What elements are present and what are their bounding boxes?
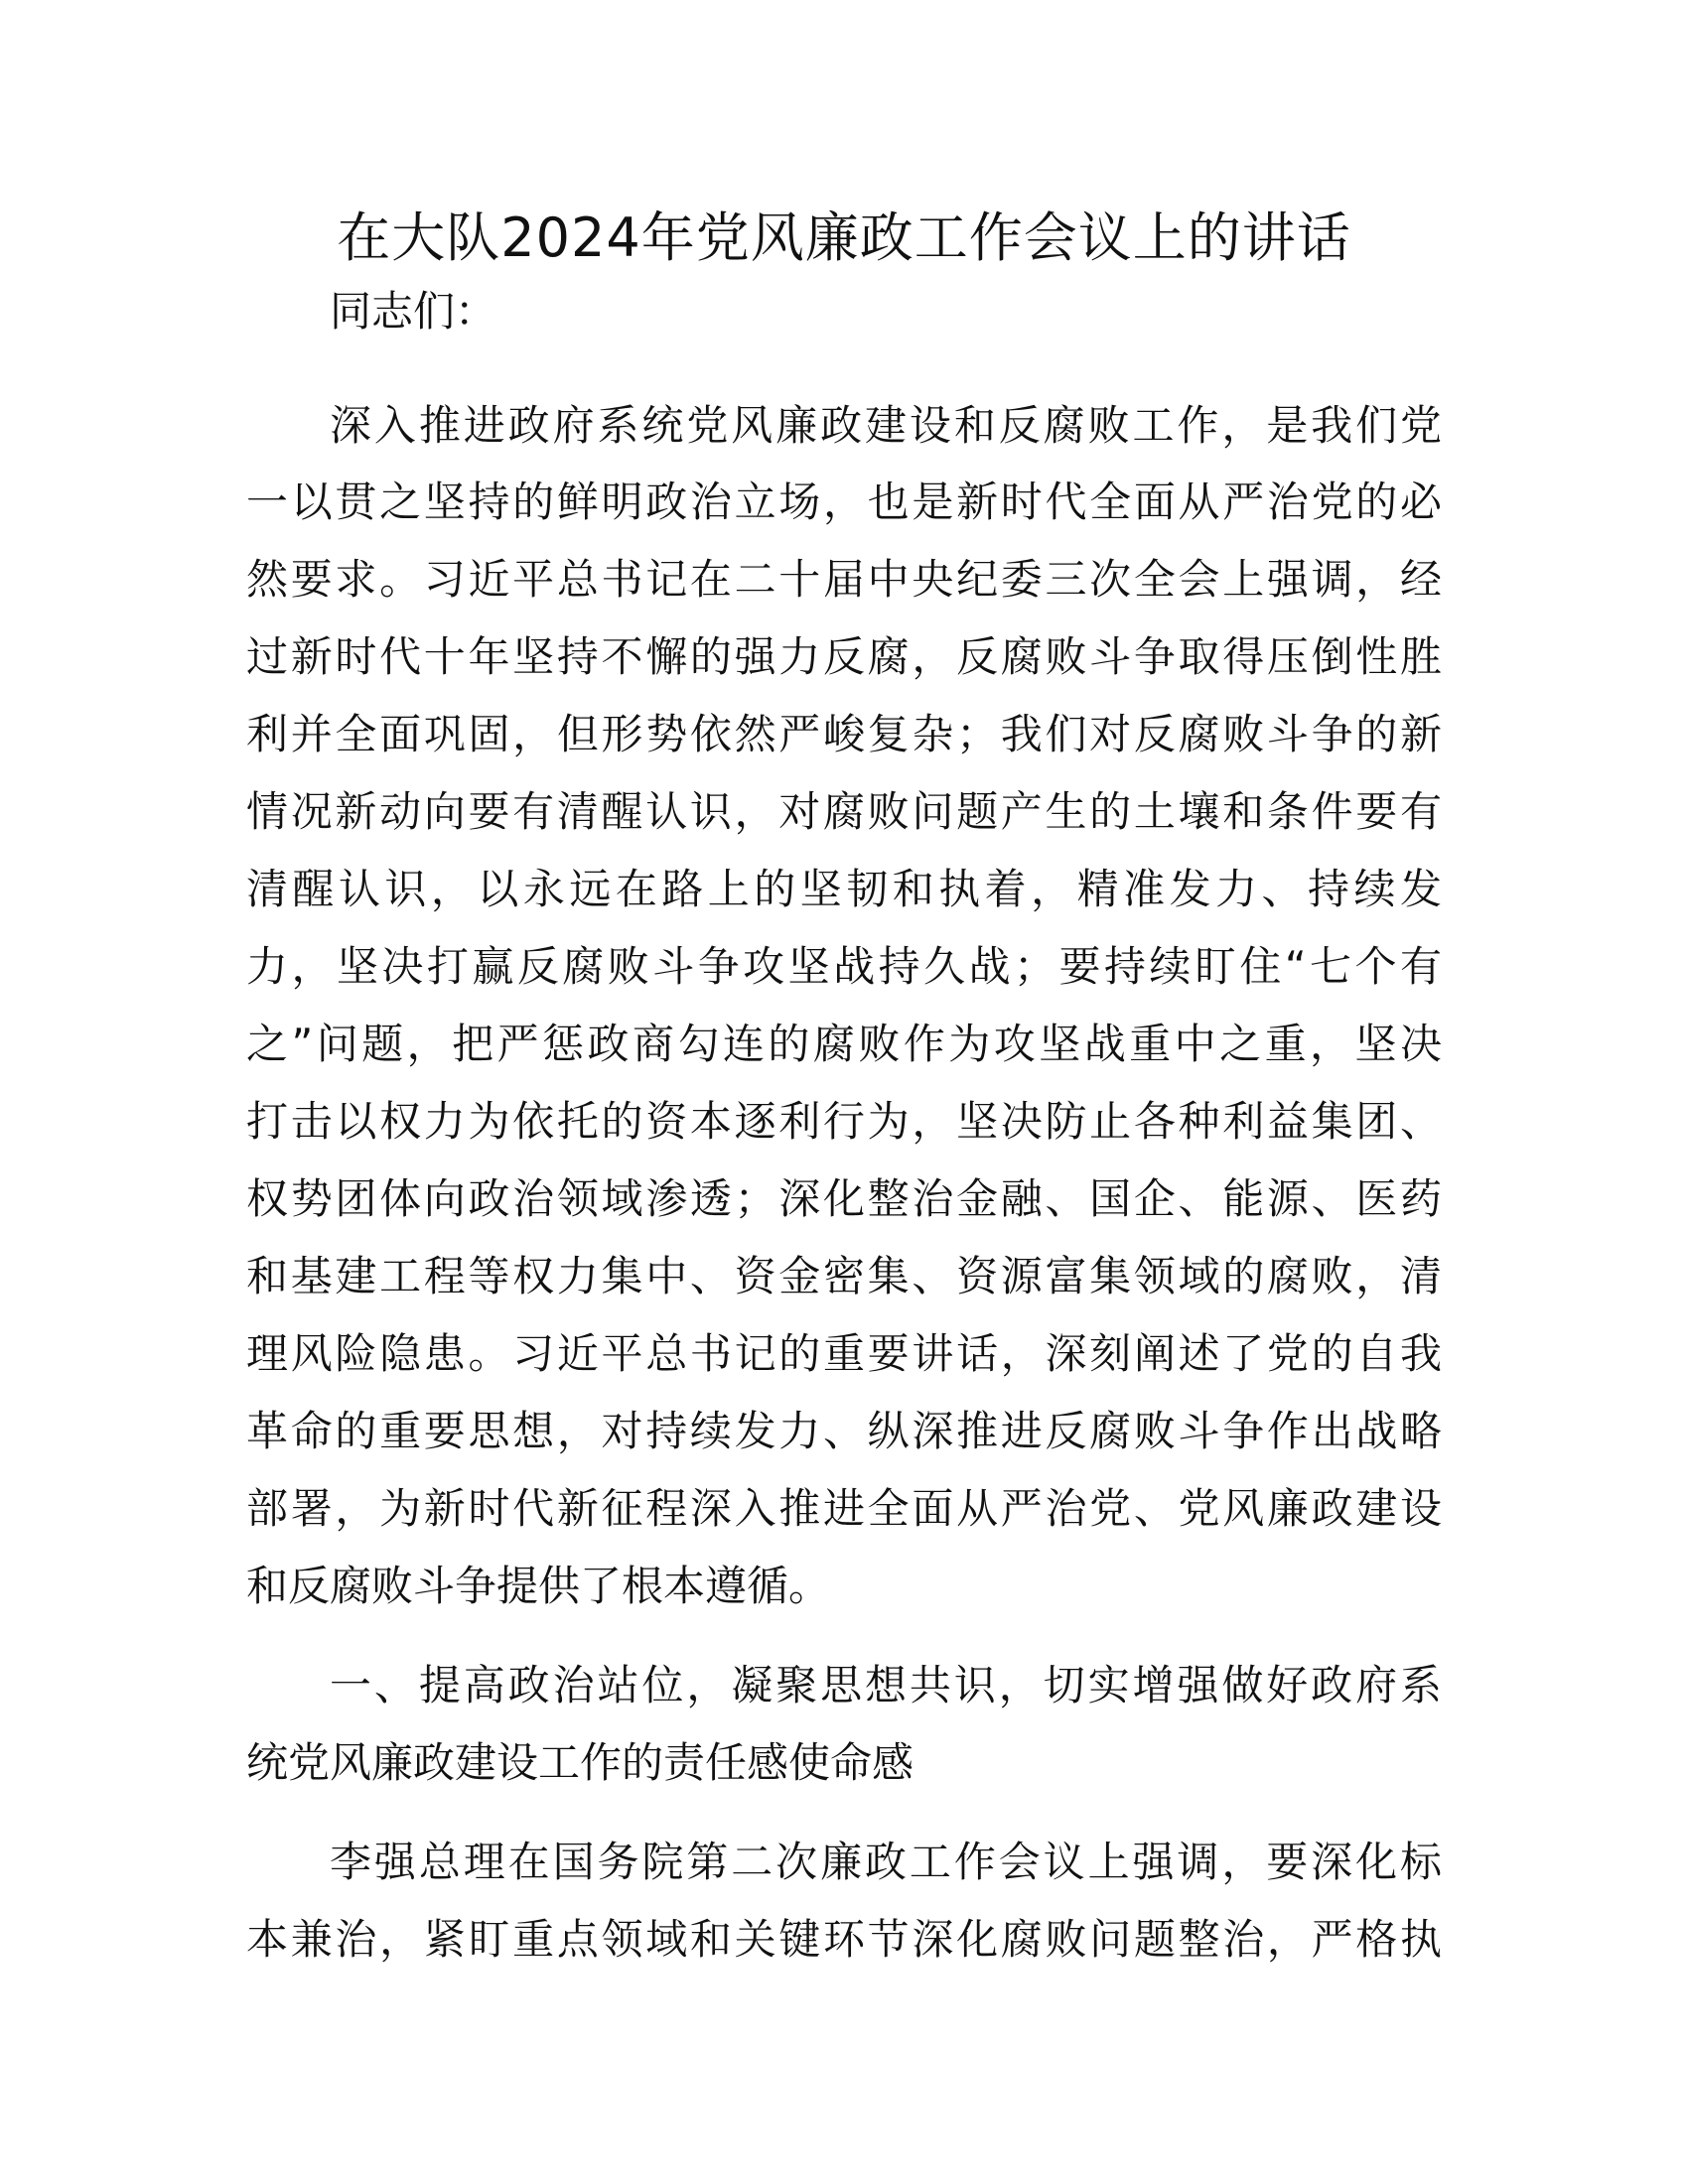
paragraph-line: 利并全面巩固，但形势依然严峻复杂；我们对反腐败斗争的新 xyxy=(246,710,1442,758)
paragraph-line: 本兼治，紧盯重点领域和关键环节深化腐败问题整治，严格执 xyxy=(246,1915,1442,1964)
paragraph-line: 李强总理在国务院第二次廉政工作会议上强调，要深化标 xyxy=(330,1838,1442,1886)
paragraph-line: 情况新动向要有清醒认识，对腐败问题产生的土壤和条件要有 xyxy=(246,787,1442,836)
paragraph-line: 和反腐败斗争提供了根本遵循。 xyxy=(246,1562,831,1610)
paragraph-line: 过新时代十年坚持不懈的强力反腐，反腐败斗争取得压倒性胜 xyxy=(246,632,1442,681)
paragraph-line: 然要求。习近平总书记在二十届中央纪委三次全会上强调，经 xyxy=(246,555,1442,604)
paragraph-line: 之”问题，把严惩政商勾连的腐败作为攻坚战重中之重，坚决 xyxy=(246,1020,1442,1068)
paragraph-line: 一以贯之坚持的鲜明政治立场，也是新时代全面从严治党的必 xyxy=(246,478,1442,526)
paragraph-line: 权势团体向政治领域渗透；深化整治金融、国企、能源、医药 xyxy=(246,1174,1442,1223)
paragraph-line: 革命的重要思想，对持续发力、纵深推进反腐败斗争作出战略 xyxy=(246,1407,1442,1455)
paragraph-line: 深入推进政府系统党风廉政建设和反腐败工作，是我们党 xyxy=(330,401,1442,450)
paragraph-line: 部署，为新时代新征程深入推进全面从严治党、党风廉政建设 xyxy=(246,1484,1442,1533)
salutation: 同志们： xyxy=(330,287,497,336)
paragraph-line: 力，坚决打赢反腐败斗争攻坚战持久战；要持续盯住“七个有 xyxy=(246,942,1442,991)
heading-line: 统党风廉政建设工作的责任感使命感 xyxy=(246,1738,914,1787)
heading-line: 一、提高政治站位，凝聚思想共识，切实增强做好政府系 xyxy=(330,1661,1442,1709)
document-title: 在大队2024年党风廉政工作会议上的讲话 xyxy=(337,206,1351,269)
paragraph-line: 和基建工程等权力集中、资金密集、资源富集领域的腐败，清 xyxy=(246,1252,1442,1300)
paragraph-line: 打击以权力为依托的资本逐利行为，坚决防止各种利益集团、 xyxy=(246,1097,1442,1146)
paragraph-line: 理风险隐患。习近平总书记的重要讲话，深刻阐述了党的自我 xyxy=(246,1329,1442,1378)
paragraph-line: 清醒认识，以永远在路上的坚韧和执着，精准发力、持续发 xyxy=(246,865,1442,913)
